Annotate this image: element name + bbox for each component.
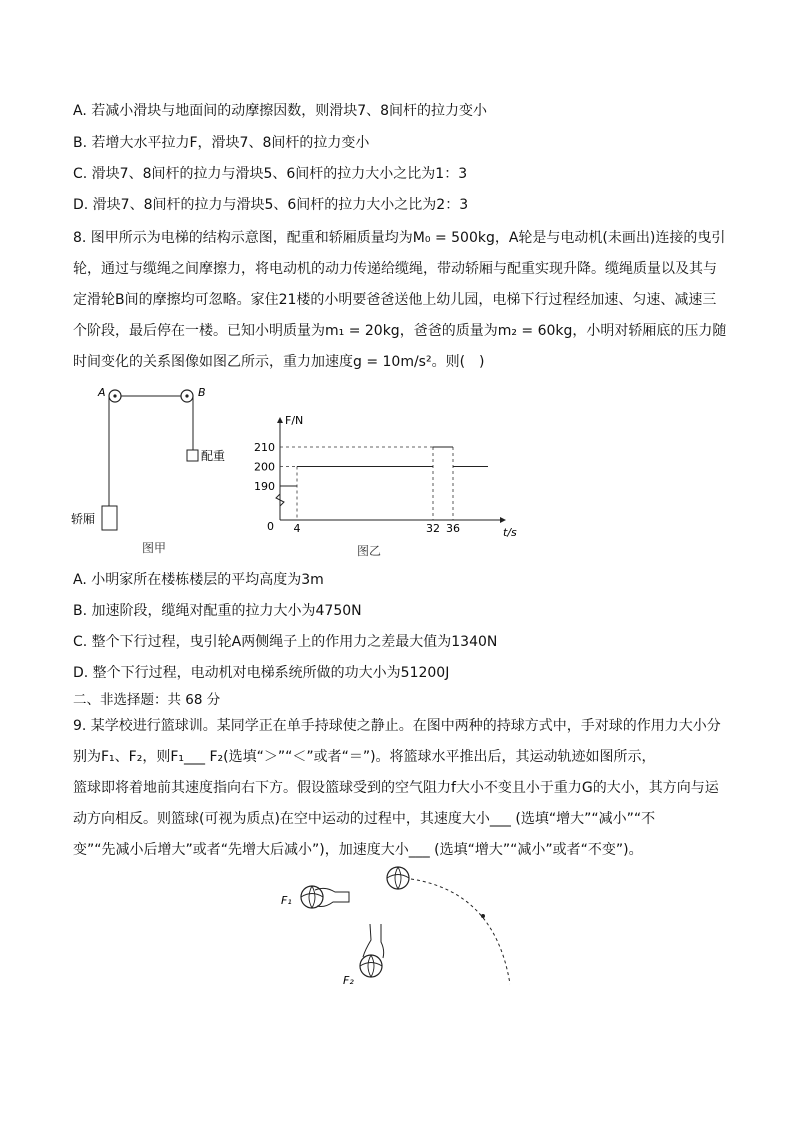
pulley-a-icon — [109, 390, 121, 402]
cab-label: 轿厢 — [71, 512, 96, 526]
q8-stem-line-4: 个阶段，最后停在一楼。已知小明质量为m₁ = 20kg，爸爸的质量为m₂ = 60kg，小明对轿厢底的压力随 — [73, 323, 727, 339]
x-tick-label: 32 — [426, 522, 440, 535]
trajectory-point — [481, 914, 485, 918]
q7-option-b: B. 若增大水平拉力F，滑块7、8间杆的拉力变小 — [73, 135, 370, 151]
q8-stem-line-3: 定滑轮B间的摩擦均可忽略。家住21楼的小明要爸爸送他上幼儿园，电梯下行过程经加速、匀速、减速三 — [73, 292, 717, 308]
x-tick-label: 4 — [293, 522, 301, 535]
q8-stem-line-5: 时间变化的关系图像如图乙所示，重力加速度g = 10m/s²。则( ) — [73, 354, 485, 370]
q7-option-d: D. 滑块7、8间杆的拉力与滑块5、6间杆的拉力大小之比为2：3 — [73, 197, 469, 213]
q8-option-d: D. 整个下行过程，电动机对电梯系统所做的功大小为51200J — [73, 665, 450, 681]
figure-jia-caption: 图甲 — [142, 541, 167, 555]
cab-box — [102, 506, 117, 530]
figure-basketball — [275, 862, 525, 992]
q9-line-3: 篮球即将着地前其速度指向右下方。假设篮球受到的空气阻力f大小不变且小于重力G的大小，其方向与运 — [73, 780, 719, 796]
y-tick-label: 210 — [254, 441, 275, 454]
label-a: A — [98, 386, 106, 399]
q8-stem-line-2: 轮，通过与缆绳之间摩擦力，将电动机的动力传递给缆绳，带动轿厢与配重实现升降。缆绳质量以及其与 — [73, 261, 717, 277]
figure-jia-elevator — [60, 378, 260, 558]
section-heading: 二、非选择题：共 68 分 — [73, 692, 221, 708]
origin-label: 0 — [267, 520, 274, 533]
counterweight-label: 配重 — [201, 449, 226, 463]
x-axis-label: t/s — [503, 526, 517, 539]
counterweight-box — [187, 450, 198, 461]
y-tick-label: 200 — [254, 460, 275, 474]
basketball-f1-icon — [301, 886, 349, 908]
y-axis-label: F/N — [285, 414, 304, 427]
q9-line-5: 变”“先减小后增大”或者“先增大后减小”)，加速度大小___ (选填“增大”“减小”或者“不变”)。 — [73, 842, 643, 858]
q9-line-4: 动方向相反。则篮球(可视为质点)在空中运动的过程中，其速度大小___ (选填“增大”“减小”“不 — [73, 811, 656, 827]
f1-label: F₁ — [281, 894, 292, 907]
pulley-b-icon — [181, 390, 193, 402]
q7-option-c: C. 滑块7、8间杆的拉力与滑块5、6间杆的拉力大小之比为1：3 — [73, 166, 468, 182]
q8-option-c: C. 整个下行过程，曳引轮A两侧绳子上的作用力之差最大值为1340N — [73, 634, 498, 650]
q9-line-2: 别为F₁、F₂，则F₁___ F₂(选填“＞”“＜”或者“＝”)。将篮球水平推出后，其运动轨迹如图所示， — [73, 749, 656, 765]
q8-option-b: B. 加速阶段，缆绳对配重的拉力大小为4750N — [73, 603, 362, 619]
q8-stem-line-1: 8. 图甲所示为电梯的结构示意图，配重和轿厢质量均为M₀ = 500kg，A轮是与电动机(未画出)连接的曳引 — [73, 230, 726, 246]
q8-option-a: A. 小明家所在楼栋楼层的平均高度为3m — [73, 572, 324, 588]
q9-line-1: 9. 某学校进行篮球训。某同学正在单手持球使之静止。在图中两种的持球方式中，手对球的作用力大小分 — [73, 718, 721, 734]
figure-yi-chart — [245, 410, 535, 560]
basketball-thrown-icon — [387, 867, 409, 889]
y-tick-label: 190 — [254, 480, 275, 493]
q7-option-a: A. 若减小滑块与地面间的动摩擦因数，则滑块7、8间杆的拉力变小 — [73, 103, 488, 119]
basketball-f2-icon — [360, 924, 384, 977]
label-b: B — [198, 386, 206, 399]
trajectory-curve — [411, 879, 510, 984]
figure-yi-caption: 图乙 — [357, 544, 382, 558]
x-tick-label: 36 — [446, 522, 460, 535]
f2-label: F₂ — [343, 974, 354, 987]
